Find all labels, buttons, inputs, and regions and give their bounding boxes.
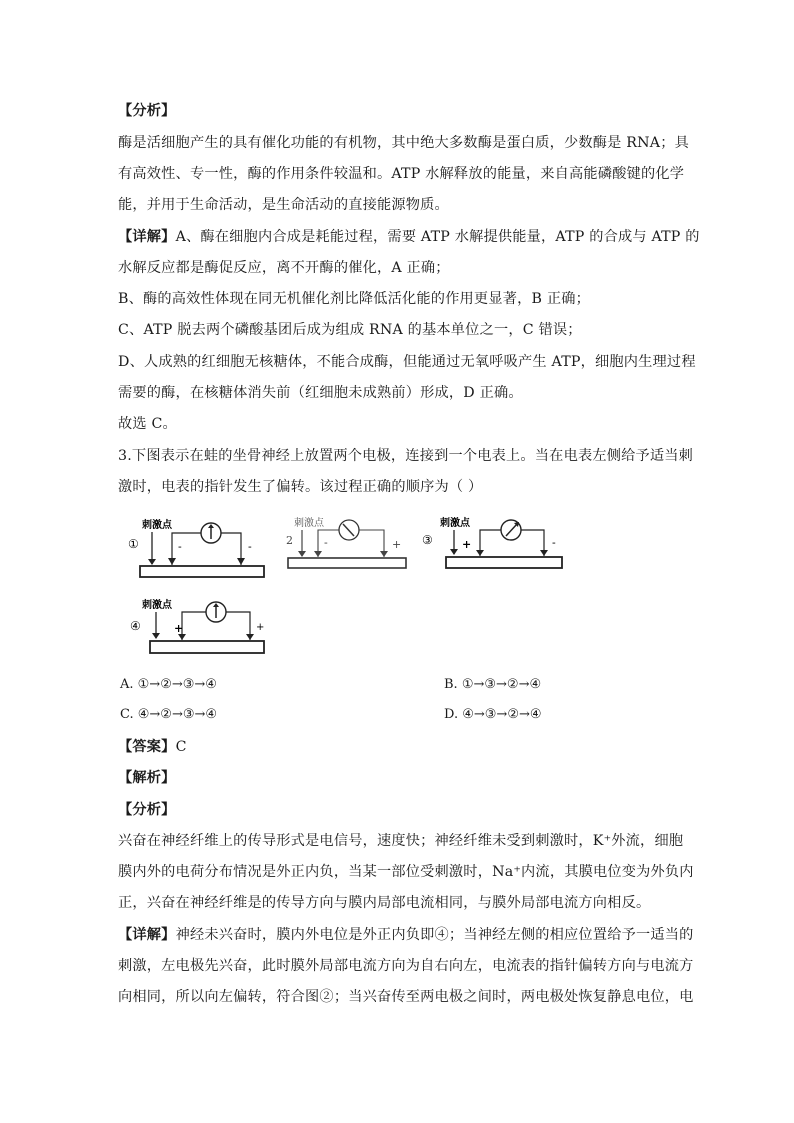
answer-tag: 【答案】 — [118, 739, 176, 755]
stim-label: 刺激点 — [294, 518, 324, 529]
figure-panel-1 — [118, 512, 270, 582]
stim-label: 刺激点 — [142, 600, 172, 611]
detail-text: A、酶在细胞内合成是耗能过程，需要 ATP 水解提供能量，ATP 的合成与 ATP 的 — [175, 229, 700, 245]
option-a: A. ①→②→③→④ — [120, 677, 217, 692]
right-electrode-tip — [380, 551, 388, 557]
nerve-fiber — [446, 557, 562, 568]
panel-number: ③ — [422, 533, 433, 547]
stim-arrow-head — [298, 551, 306, 557]
detail-line-5: D、人成熟的红细胞无核糖体，不能合成酶，但能通过无氧呼吸产生 ATP，细胞内生理过程 — [118, 354, 696, 370]
right-electrode-wire — [221, 533, 241, 565]
analysis-text-2: 有高效性、专一性，酶的作用条件较温和。ATP 水解释放的能量，来自高能磷酸键的化学 — [118, 166, 685, 182]
left-electrode-wire — [172, 533, 201, 565]
stim-arrow-head — [450, 549, 458, 555]
left-sign: + — [174, 622, 184, 635]
detail-2-text: 神经未兴奋时，膜内外电位是外正内负即④；当神经左侧的相应位置给予一适当的 — [175, 927, 694, 943]
answer-value: C — [175, 739, 187, 755]
detail-tag: 【详解】 — [118, 229, 176, 245]
detail-line-1 — [118, 227, 700, 247]
left-electrode-tip — [476, 550, 484, 556]
left-electrode-tip — [314, 551, 322, 557]
right-sign: - — [552, 536, 556, 549]
right-electrode-tip — [237, 558, 245, 565]
figure-panel-3 — [422, 510, 572, 576]
stim-arrow-head — [152, 633, 160, 639]
stim-label: 刺激点 — [142, 520, 172, 531]
option-c: C. ④→②→③→④ — [120, 707, 218, 722]
jiexi-heading: 【解析】 — [118, 770, 176, 786]
detail-line-4: C、ATP 脱去两个磷酸基团后成为组成 RNA 的基本单位之一，C 错误； — [118, 322, 582, 338]
left-electrode-tip — [168, 558, 176, 565]
figure-panel-4 — [118, 594, 270, 660]
analysis-2-line-1: 兴奋在神经纤维上的传导形式是电信号，速度快；神经纤维未受到刺激时，K⁺外流，细胞 — [118, 833, 684, 849]
analysis-text-1: 酶是活细胞产生的具有催化功能的有机物，其中绝大多数酶是蛋白质，少数酶是 RNA；具 — [118, 135, 689, 151]
detail-2-tag: 【详解】 — [118, 927, 176, 943]
left-electrode-wire — [480, 530, 502, 556]
left-electrode-wire — [182, 612, 206, 640]
nerve-fiber — [140, 566, 264, 577]
stim-label: 刺激点 — [440, 518, 470, 529]
panel-number: ④ — [130, 619, 141, 633]
right-electrode-tip — [246, 634, 254, 640]
right-sign: - — [248, 540, 252, 553]
analysis-2-line-2: 膜内外的电荷分布情况是外正内负，当某一部位受刺激时，Na⁺内流，其膜电位变为外负内 — [118, 864, 694, 880]
nerve-fiber — [150, 641, 264, 653]
right-sign: + — [256, 622, 265, 633]
detail-line-2: 水解反应都是酶促反应，离不开酶的催化，A 正确； — [118, 260, 450, 276]
analysis-2-heading: 【分析】 — [118, 802, 176, 818]
left-sign: - — [324, 536, 328, 549]
figure-panel-2 — [272, 510, 412, 576]
analysis-heading: 【分析】 — [118, 103, 176, 119]
left-sign: + — [462, 538, 472, 551]
right-sign: + — [392, 538, 402, 551]
question-3-line-2: 激时，电表的指针发生了偏转。该过程正确的顺序为（ ） — [118, 479, 483, 495]
detail-2-line-2: 刺激，左电极先兴奋，此时膜外局部电流方向为自右向左，电流表的指针偏转方向与电流方 — [118, 958, 694, 974]
right-electrode-wire — [520, 530, 544, 556]
detail-2-line-1 — [118, 925, 694, 945]
nerve-fiber — [288, 558, 406, 568]
stim-arrow-head — [148, 559, 156, 565]
right-electrode-wire — [226, 612, 250, 640]
left-sign: - — [178, 540, 182, 553]
detail-line-3: B、酶的高效性体现在同无机催化剂比降低活化能的作用更显著，B 正确； — [118, 291, 590, 307]
right-electrode-wire — [358, 530, 384, 557]
panel-number: 2 — [286, 534, 293, 547]
right-electrode-tip — [540, 550, 548, 556]
analysis-2-line-3: 正，兴奋在神经纤维是的传导方向与膜内局部电流相同，与膜外局部电流方向相反。 — [118, 895, 651, 911]
answer-line — [118, 737, 678, 757]
option-b: B. ①→③→②→④ — [444, 677, 542, 692]
question-3-line-1: 3.下图表示在蛙的坐骨神经上放置两个电极，连接到一个电表上。当在电表左侧给予适当刺 — [118, 448, 694, 464]
detail-line-6: 需要的酶，在核糖体消失前（红细胞未成熟前）形成，D 正确。 — [118, 385, 523, 401]
conclusion: 故选 C。 — [118, 416, 177, 432]
detail-2-line-3: 向相同，所以向左偏转，符合图②；当兴奋传至两电极之间时，两电极处恢复静息电位，电 — [118, 989, 694, 1005]
left-electrode-wire — [318, 530, 340, 557]
panel-number: ① — [128, 537, 139, 551]
analysis-text-3: 能，并用于生命活动，是生命活动的直接能源物质。 — [118, 197, 449, 213]
option-d: D. ④→③→②→④ — [444, 707, 542, 722]
